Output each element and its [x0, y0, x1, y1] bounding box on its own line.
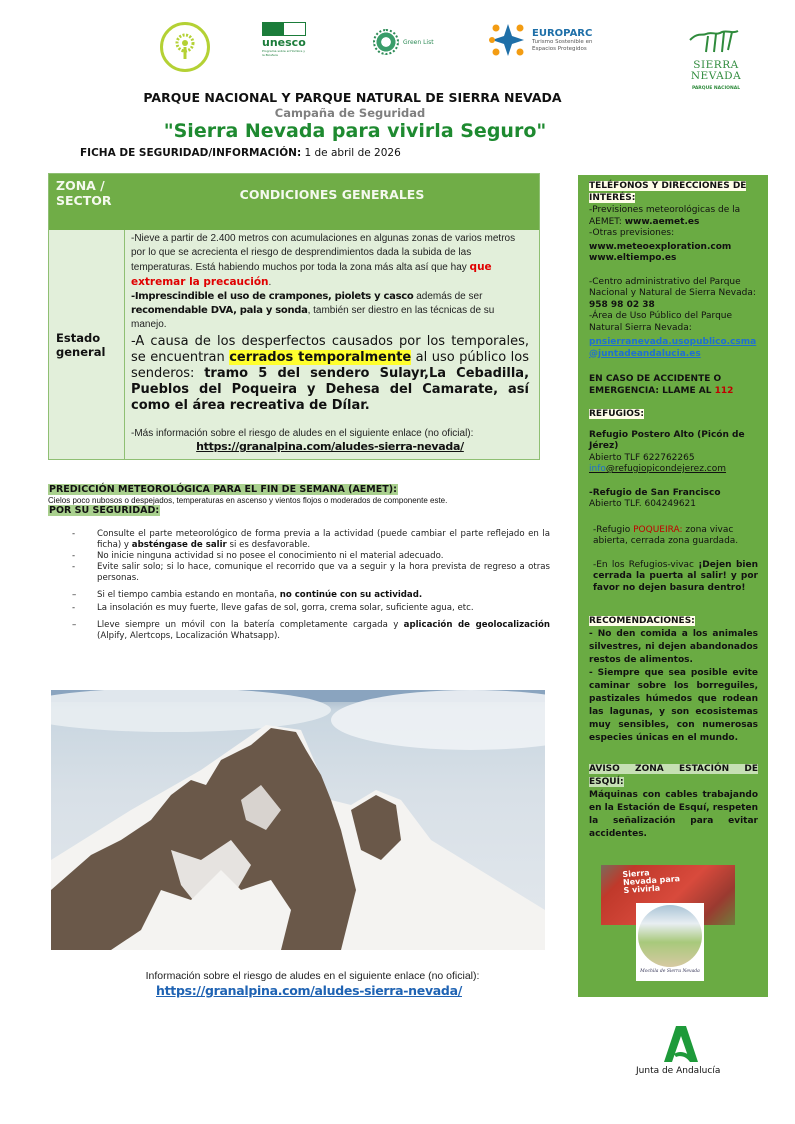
refugio-postero-email[interactable] [589, 464, 758, 476]
avalanche-info-intro: -Más información sobre el riesgo de aludes en el siguiente enlace (no oficial): [131, 428, 474, 439]
closed-highlight: cerrados temporalmente [229, 350, 412, 365]
sn-sub: PARQUE NACIONAL [691, 86, 741, 91]
aemet-label: -Previsiones meteorológicas de la AEMET: [589, 205, 741, 227]
poqueira-status: zona vivac abierta, cerrada zona guardada. [593, 524, 739, 546]
poqueira-prefix: -Refugio [593, 524, 634, 535]
mountain-photo [51, 690, 545, 950]
tip-a: Consulte el parte meteorológico de forma previa a la actividad (puede cambiar el parte reflejado en la ficha) y [97, 529, 550, 550]
tip-text [97, 620, 550, 642]
europarc-logo [488, 20, 608, 60]
unesco-word: unesco [262, 36, 306, 49]
campaign-subtitle: Campaña de Seguridad [274, 106, 426, 120]
admin-phone: 958 98 02 38 [589, 299, 655, 310]
caution-warning: que extremar la precaución [131, 261, 492, 288]
conditions-table [48, 173, 540, 460]
emergency-text: EN CASO DE ACCIDENTE O EMERGENCIA: LLAME AL [589, 374, 722, 396]
list-item [72, 590, 550, 601]
backpack-gear-icon [638, 905, 702, 967]
tree-icon [171, 33, 199, 61]
tip-a: Evite salir solo; si lo hace, comunique el recorrido que va a seguir y la hora prevista de regreso a otras personas. [97, 562, 550, 583]
tip-c: si es desfavorable. [226, 540, 311, 550]
gear-required: -Imprescindible el uso de crampones, piolets y casco [131, 291, 414, 302]
europarc-line2: Espacios Protegidos [532, 45, 587, 52]
tip-a: Si el tiempo cambia estando en montaña, [97, 590, 280, 600]
greenlist-word: Green List [403, 38, 434, 46]
biosphere-logo [160, 22, 210, 72]
bullet-dash: – [72, 590, 77, 600]
vivac-prefix: -En los Refugios-vivac [593, 559, 699, 570]
closures-paragraph [131, 334, 529, 414]
snow-text: -Nieve a partir de 2.400 metros con acumulaciones en algunas zonas de varios metros por lo que se acrecienta el riesgo de desprendimientos dada la subida de las temperaturas. Está habiendo muchos por toda la zona más alta así que hay [131, 233, 516, 273]
avalanche-info-text: Información sobre el riesgo de aludes en el siguiente enlace (no oficial): [145, 970, 480, 982]
snowy-peak-image [51, 690, 545, 950]
tip-c: (Alpify, Alertcops, Localización Whatsapp). [97, 631, 281, 641]
poqueira-name: POQUEIRA: [633, 524, 683, 535]
forecast-text: Cielos poco nubosos o despejados, temperaturas en ascenso y vientos flojos o moderados de componente este. [48, 496, 448, 505]
recommendation-2: - Siempre que sea posible evite caminar sobre los borreguiles, pastizales húmedos que rodean las lagunas, y son ecosistemas muy sensibles, con numerosas especies únicas en el mundo. [589, 667, 758, 743]
aemet-line [589, 205, 758, 228]
gear-text-end: , también ser diestro en las técnicas de su manejo. [131, 305, 495, 330]
recommendations-title: RECOMENDACIONES: [589, 616, 695, 626]
closures-text-2: al uso público los senderos: [131, 350, 529, 381]
unesco-subtitle: Programa sobre el Hombre y la Biosfera [262, 49, 306, 57]
gear-paragraph [131, 290, 529, 332]
bullet-dash: – [72, 620, 77, 630]
greenlist-badge-icon [373, 29, 399, 55]
public-use-email[interactable]: pnsierranevada.usopublico.csma@juntadeandalucia.es [589, 337, 757, 359]
refugio-postero-name: Refugio Postero Alto (Picón de Jérez) [589, 429, 745, 451]
email-user[interactable]: info [589, 464, 606, 474]
email-domain[interactable]: @refugiopicondejerez.com [605, 464, 727, 474]
avalanche-link-bottom[interactable]: https://granalpina.com/aludes-sierra-nevada/ [156, 983, 462, 998]
refugio-san-francisco-name: -Refugio de San Francisco [589, 487, 721, 498]
avalanche-link[interactable]: https://granalpina.com/aludes-sierra-nevada/ [196, 440, 464, 453]
unesco-emblem [262, 22, 306, 36]
sn-line2: NEVADA [690, 70, 742, 82]
tip-b: aplicación de geolocalización [403, 620, 550, 630]
tip-a: No inicie ninguna actividad si no posee el conocimiento ni el material adecuado. [97, 551, 444, 561]
eltiempo-url[interactable]: www.eltiempo.es [589, 253, 677, 263]
unesco-logo [262, 22, 308, 70]
bullet-dash: - [72, 603, 76, 613]
shirt-text: Sierra Nevada para S vivirla [622, 868, 681, 896]
europarc-line1: Turismo Sostenible en [532, 38, 593, 45]
sn-line1: SIERRA [693, 59, 739, 71]
vivac-notice [589, 560, 758, 595]
list-item [72, 551, 550, 562]
list-item [72, 603, 550, 614]
admin-center-label: -Centro administrativo del Parque Nacional y Natural de Sierra Nevada: [589, 276, 756, 298]
zone-cell: Estado general [49, 230, 125, 459]
other-forecasts-label: -Otras previsiones: [589, 228, 675, 238]
badge-caption: Mochila de Sierra Nevada [640, 969, 700, 974]
ski-warning-title: AVISO ZONA ESTACIÓN DE ESQUÍ: [589, 763, 758, 787]
ficha-line [80, 147, 401, 159]
campaign-slogan: "Sierra Nevada para vivirla Seguro" [163, 120, 547, 142]
table-header [49, 174, 539, 230]
gear-text: además de ser [413, 291, 483, 302]
bullet-dash: - [72, 529, 76, 539]
tip-text [97, 529, 550, 551]
col-zone-header: ZONA / SECTOR [56, 178, 112, 208]
ficha-date: 1 de abril de 2026 [301, 147, 401, 159]
tip-text [97, 562, 550, 584]
list-item [72, 529, 550, 551]
tip-b: absténgase de salir [131, 540, 227, 550]
contacts-title: TELÉFONOS Y DIRECCIONES DE INTERÉS: [589, 181, 747, 203]
refugio-san-francisco-phone: Abierto TLF. 604249621 [589, 499, 697, 509]
tip-a: La insolación es muy fuerte, lleve gafas de sol, gorra, crema solar, suficiente agua, etc. [97, 603, 474, 613]
snow-text-end: . [268, 277, 272, 288]
park-title: PARQUE NACIONAL Y PARQUE NATURAL DE SIERRA NEVADA [143, 90, 562, 105]
emergency-line [589, 374, 758, 397]
tip-b: no continúe con su actividad. [279, 590, 423, 600]
tip-text [97, 603, 550, 614]
junta-word: Junta de Andalucía [636, 1066, 721, 1076]
recommendation-1: - No den comida a los animales silvestres, ni dejen abandonados restos de alimentos. [589, 628, 758, 665]
junta-a-icon [636, 1022, 736, 1066]
bullet-dash: - [72, 551, 76, 561]
gear-recommended: recomendable DVA, pala y sonda [131, 305, 308, 316]
europarc-word: EUROPARC [532, 27, 593, 39]
bullet-dash: - [72, 562, 76, 572]
refugios-title: REFUGIOS: [589, 409, 645, 419]
tip-text [97, 590, 550, 601]
table-row [49, 230, 539, 459]
europarc-star-icon [488, 20, 528, 60]
junta-andalucia-logo [636, 1022, 736, 1082]
mochila-badge [636, 903, 704, 981]
snow-paragraph [131, 232, 529, 290]
safety-title: POR SU SEGURIDAD: [49, 505, 160, 516]
greenlist-logo [373, 28, 463, 56]
safety-tips-list [72, 529, 550, 642]
tip-text [97, 551, 550, 562]
conditions-cell [125, 230, 539, 459]
refugio-poqueira [589, 525, 758, 548]
meteoexploration-url[interactable]: www.meteoexploration.com [589, 241, 732, 252]
ficha-label: FICHA DE SEGURIDAD/INFORMACIÓN: [80, 147, 302, 159]
closures-text: -A causa de los desperfectos causados por los temporales, se encuentran [131, 334, 529, 365]
public-use-label: -Área de Uso Público del Parque Natural Sierra Nevada: [589, 311, 733, 333]
tip-a: Lleve siempre un móvil con la batería completamente cargada y [97, 620, 404, 630]
forecast-title: PREDICCIÓN METEOROLÓGICA PARA EL FIN DE SEMANA (AEMET): [49, 484, 397, 495]
col-conditions-header: CONDICIONES GENERALES [239, 187, 425, 202]
emergency-number: 112 [714, 385, 734, 396]
list-item [72, 562, 550, 584]
closed-trails: tramo 5 del sendero Sulayr,La Cebadilla, Pueblos del Poqueira y Dehesa del Camarate, así como el área recreativa de Dílar. [131, 366, 530, 413]
list-item [72, 620, 550, 642]
mountain-icon [686, 22, 746, 56]
refugio-postero-phone: Abierto TLF 622762265 [589, 452, 695, 463]
ski-warning-text: Máquinas con cables trabajando en la Estación de Esquí, respeten la señalización para evitar accidentes. [589, 789, 758, 839]
vivac-warning: ¡Dejen bien cerrada la puerta al salir! y por favor no dejen basura dentro! [593, 559, 758, 593]
aemet-url[interactable]: www.aemet.es [624, 216, 700, 227]
